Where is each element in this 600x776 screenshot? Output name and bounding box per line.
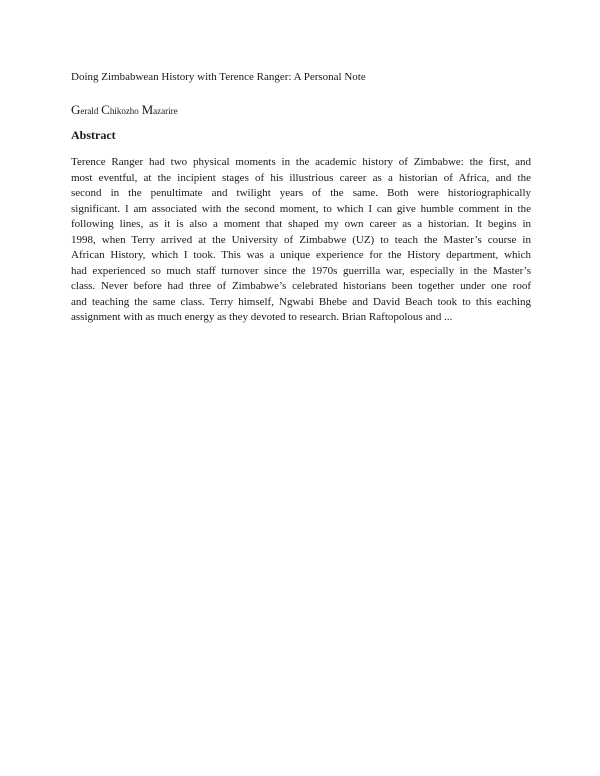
abstract-line: 1998, when Terry arrived at the University of Zimbabwe (UZ) to teach the Master’s course in: [71, 233, 531, 246]
abstract-line: significant. I am associated with the second moment, to which I can give humble comment in the: [71, 202, 531, 215]
abstract-heading: Abstract: [71, 128, 116, 142]
author-last-rest: azarire: [153, 106, 178, 116]
abstract-line: Terence Ranger had two physical moments in the academic history of Zimbabwe: the first, and: [71, 156, 531, 168]
abstract-line: assignment with as much energy as they devoted to research. Brian Raftopolous and ...: [71, 311, 453, 323]
author-first-initial: G: [71, 102, 81, 117]
abstract-line: second in the penultimate and twilight years of the same. Both were historiographically: [71, 187, 531, 199]
author-name: [71, 103, 178, 118]
abstract-line: African History, which I took. This was a unique experience for the History department, which: [71, 249, 531, 261]
abstract-line: class. Never before had three of Zimbabwe’s celebrated historians been together under one roof: [71, 280, 531, 292]
author-middle-initial: C: [101, 102, 110, 117]
abstract-line: had experienced so much staff turnover since the 1970s guerrilla war, especially in the Master’s: [71, 264, 531, 277]
author-last-initial: M: [141, 102, 154, 117]
abstract-line: and teaching the same class. Terry himself, Ngwabi Bhebe and David Beach took to this eaching: [71, 295, 531, 308]
author-first-rest: erald: [80, 106, 99, 116]
paper-title: Doing Zimbabwean History with Terence Ranger: A Personal Note: [71, 71, 366, 83]
author-middle-rest: hikozho: [109, 106, 139, 116]
abstract-body: [71, 155, 531, 326]
abstract-line: most eventful, at the incipient stages of his illustrious career as a historian of Africa, and the: [71, 171, 531, 184]
abstract-line: following lines, as it is also a moment that shaped my own career as a historian. It begins in: [71, 218, 531, 230]
